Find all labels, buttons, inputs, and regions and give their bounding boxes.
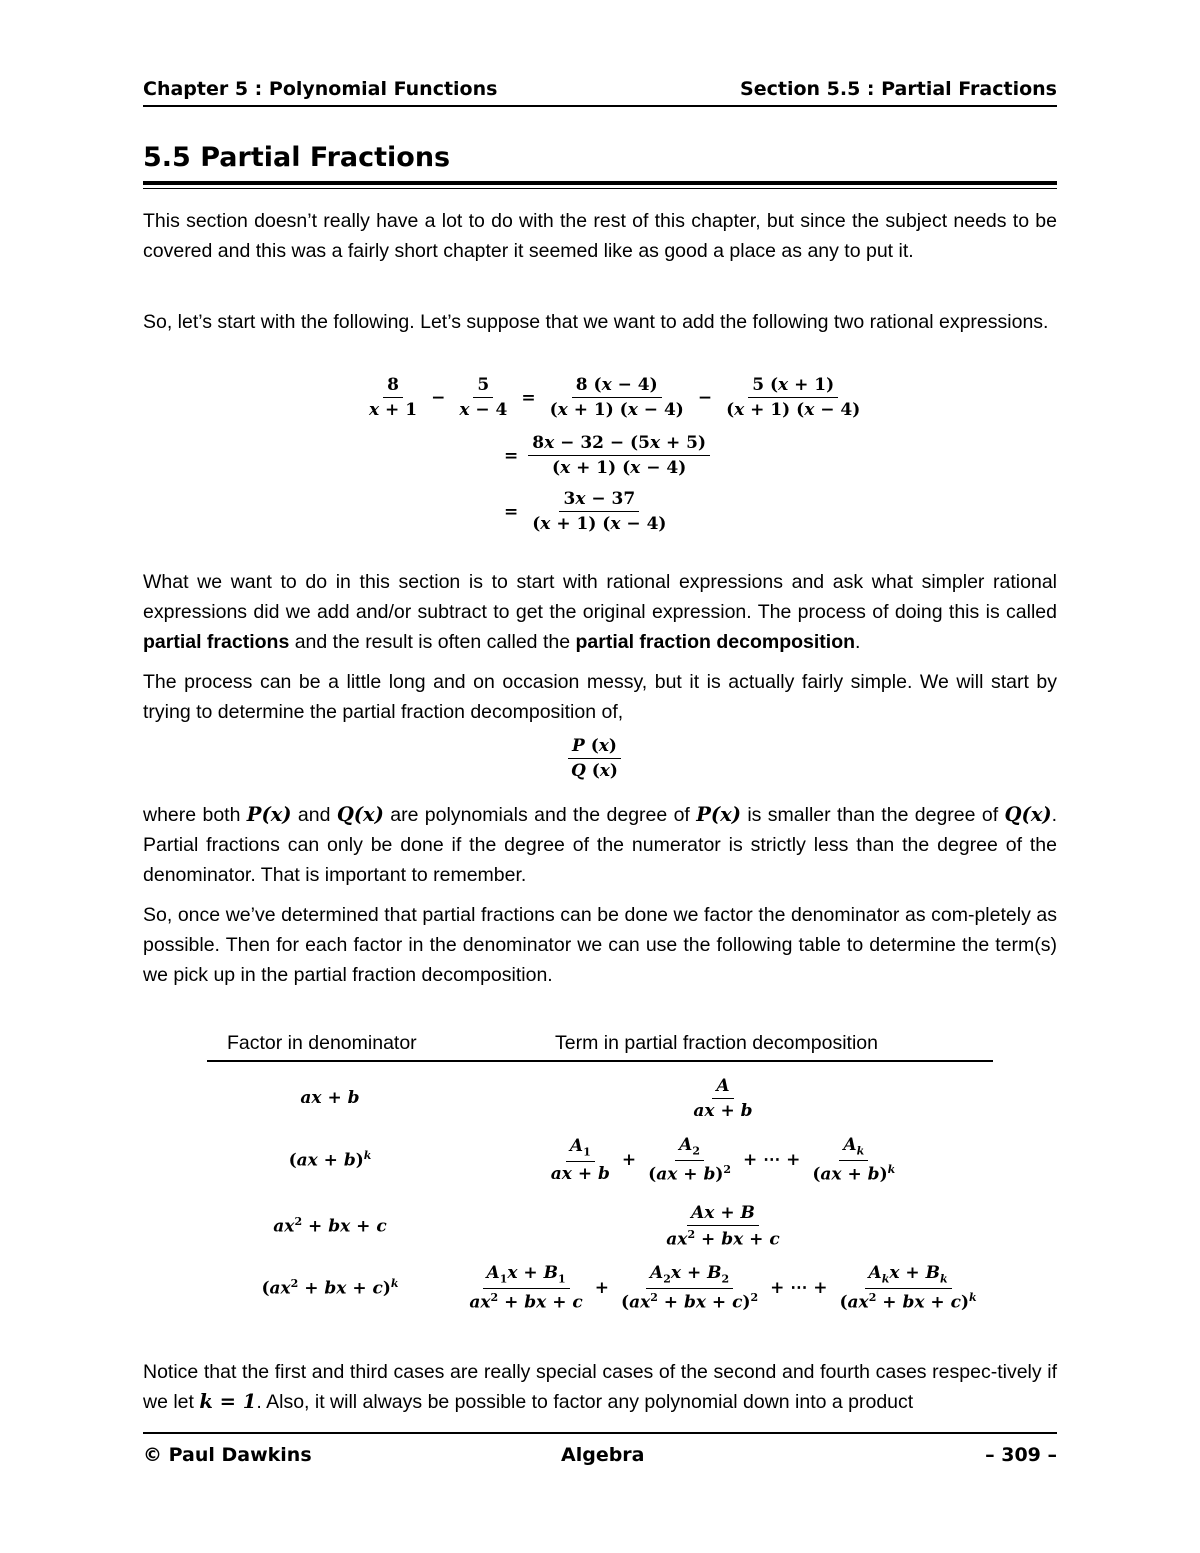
text-run: where both — [143, 804, 247, 826]
document-page — [143, 0, 1057, 1553]
paragraph-factor: So, once we’ve determined that partial fractions can be done we factor the denominator as com-pletely as possible. Then for each factor in the denominator we can use the following table to determine the term(s) we pick up in the partial fraction decomposition. — [143, 904, 1057, 986]
text-run: are polynomials and the degree of — [383, 804, 697, 826]
equation-line-2: = $\frac{8x - 32 - (5x + 5)}{(x + 1) (x - 4)}$ — [502, 433, 710, 478]
footer-page-number: – 309 – — [985, 1444, 1057, 1466]
section-title: 5.5 Partial Fractions — [143, 142, 451, 173]
header-rule — [143, 105, 1057, 107]
text-run: and — [291, 804, 337, 826]
table-row — [207, 1130, 993, 1190]
table-row — [207, 1196, 993, 1256]
footer-course: Algebra — [561, 1444, 645, 1466]
math-qx: Q(x) — [1004, 803, 1052, 826]
term-linear: A ax + b — [693, 1075, 753, 1121]
math-qx: Q(x) — [336, 803, 384, 826]
equation-line-3: = $\frac{3x - 37}{(x + 1) (x - 4)}$ — [502, 489, 670, 534]
fraction-8-over-x-plus-1: 8 x + 1 — [369, 375, 418, 420]
term-quadratic-power: $A_1x + B_1$ $ax^2$ + bx + c + $\frac{A_2x + B_2}{(ax^2 + bx + c)^2}$ + ⋯ + $A_kx + B_k$ ($ax^2$ + bx + c)$^k$ — [469, 1263, 977, 1313]
math-k-equals-1: k = 1 — [199, 1390, 257, 1413]
table-rule — [207, 1060, 993, 1062]
equation-p-over-q — [567, 736, 622, 781]
paragraph-definition — [143, 567, 1057, 657]
fraction-p-over-q: P (x) Q (x) — [567, 736, 622, 781]
term-quadratic: Ax + B $ax^2$ + bx + c — [666, 1202, 780, 1250]
paragraph-notice — [143, 1357, 1057, 1417]
footer-author: © Paul Dawkins — [143, 1444, 312, 1466]
fraction-combined: $\frac{8x - 32 - (5x + 5)}{(x + 1) (x - 4)}$ — [528, 433, 710, 478]
factor-linear: ax + b — [300, 1088, 360, 1108]
text-run: and the result is often called the — [289, 631, 576, 653]
equation-line-1: 8 x + 1 − $\frac{5}{x - 4}$ = $\frac{8 (x - 4)}{(x + 1) (x - 4)}$ − $\frac{5 (x + 1)}{(x + 1) (x - 4)}$ — [365, 375, 864, 420]
footer-rule — [143, 1432, 1057, 1434]
fraction-expanded-2: $\frac{5 (x + 1)}{(x + 1) (x - 4)}$ — [726, 375, 861, 420]
text-run: Notice that the first and third cases are really special cases of the second and fourth cases respec-tively if we let — [143, 1361, 1057, 1413]
paragraph-intro: This section doesn’t really have a lot to do with the rest of this chapter, but since the subject needs to be covered and this was a fairly short chapter it seemed like as good a place as any to put it. — [143, 210, 1057, 262]
table-col-term: Term in partial fraction decomposition — [555, 1032, 878, 1054]
text-run: . Partial fractions can only be done if the degree of the numerator is strictly less than the degree of the denominator. That is important to remember. — [143, 804, 1057, 886]
term-linear-power: $A_1$ ax + b + $\frac{A_2}{(ax + b)^2}$ + ⋯ + $\frac{A_k}{(ax + b)^k}$ — [550, 1135, 896, 1185]
running-header — [143, 78, 1057, 100]
paragraph-degree — [143, 800, 1057, 890]
text-run: . Also, it will always be possible to factor any polynomial down into a product — [256, 1391, 914, 1413]
factor-quadratic: $ax^2$ + bx + c — [273, 1215, 387, 1237]
text-run: . — [855, 631, 861, 653]
table-row — [207, 1068, 993, 1128]
term-partial-fractions: partial fractions — [143, 631, 290, 653]
term-decomposition: partial fraction decomposition — [575, 631, 856, 653]
factor-linear-power: (ax + b)$^k$ — [288, 1149, 372, 1171]
paragraph-start: So, let’s start with the following. Let’s suppose that we want to add the following two rational expressions. — [143, 311, 1049, 333]
table-row — [207, 1258, 993, 1318]
title-rule-thick — [143, 181, 1057, 185]
header-chapter: Chapter 5 : Polynomial Functions — [143, 78, 498, 100]
title-rule-thin — [143, 188, 1057, 189]
math-px: P(x) — [246, 803, 292, 826]
table-col-factor: Factor in denominator — [227, 1032, 417, 1054]
fraction-5-over-x-minus-4: $\frac{5}{x - 4}$ — [459, 375, 508, 420]
math-px: P(x) — [696, 803, 741, 826]
paragraph-process: The process can be a little long and on occasion messy, but it is actually fairly simple. We will start by trying to determine the partial fraction decomposition of, — [143, 671, 1057, 723]
fraction-expanded-1: $\frac{8 (x - 4)}{(x + 1) (x - 4)}$ — [549, 375, 684, 420]
factor-quadratic-power: ($ax^2$ + bx + c)$^k$ — [261, 1277, 399, 1299]
fraction-result: $\frac{3x - 37}{(x + 1) (x - 4)}$ — [532, 489, 667, 534]
header-section: Section 5.5 : Partial Fractions — [740, 78, 1057, 100]
text-run: What we want to do in this section is to start with rational expressions and ask what simpler rational expressions did we add and/or subtract to get the original expression. The process of doing this is called — [143, 571, 1057, 623]
text-run: is smaller than the degree of — [740, 804, 1005, 826]
